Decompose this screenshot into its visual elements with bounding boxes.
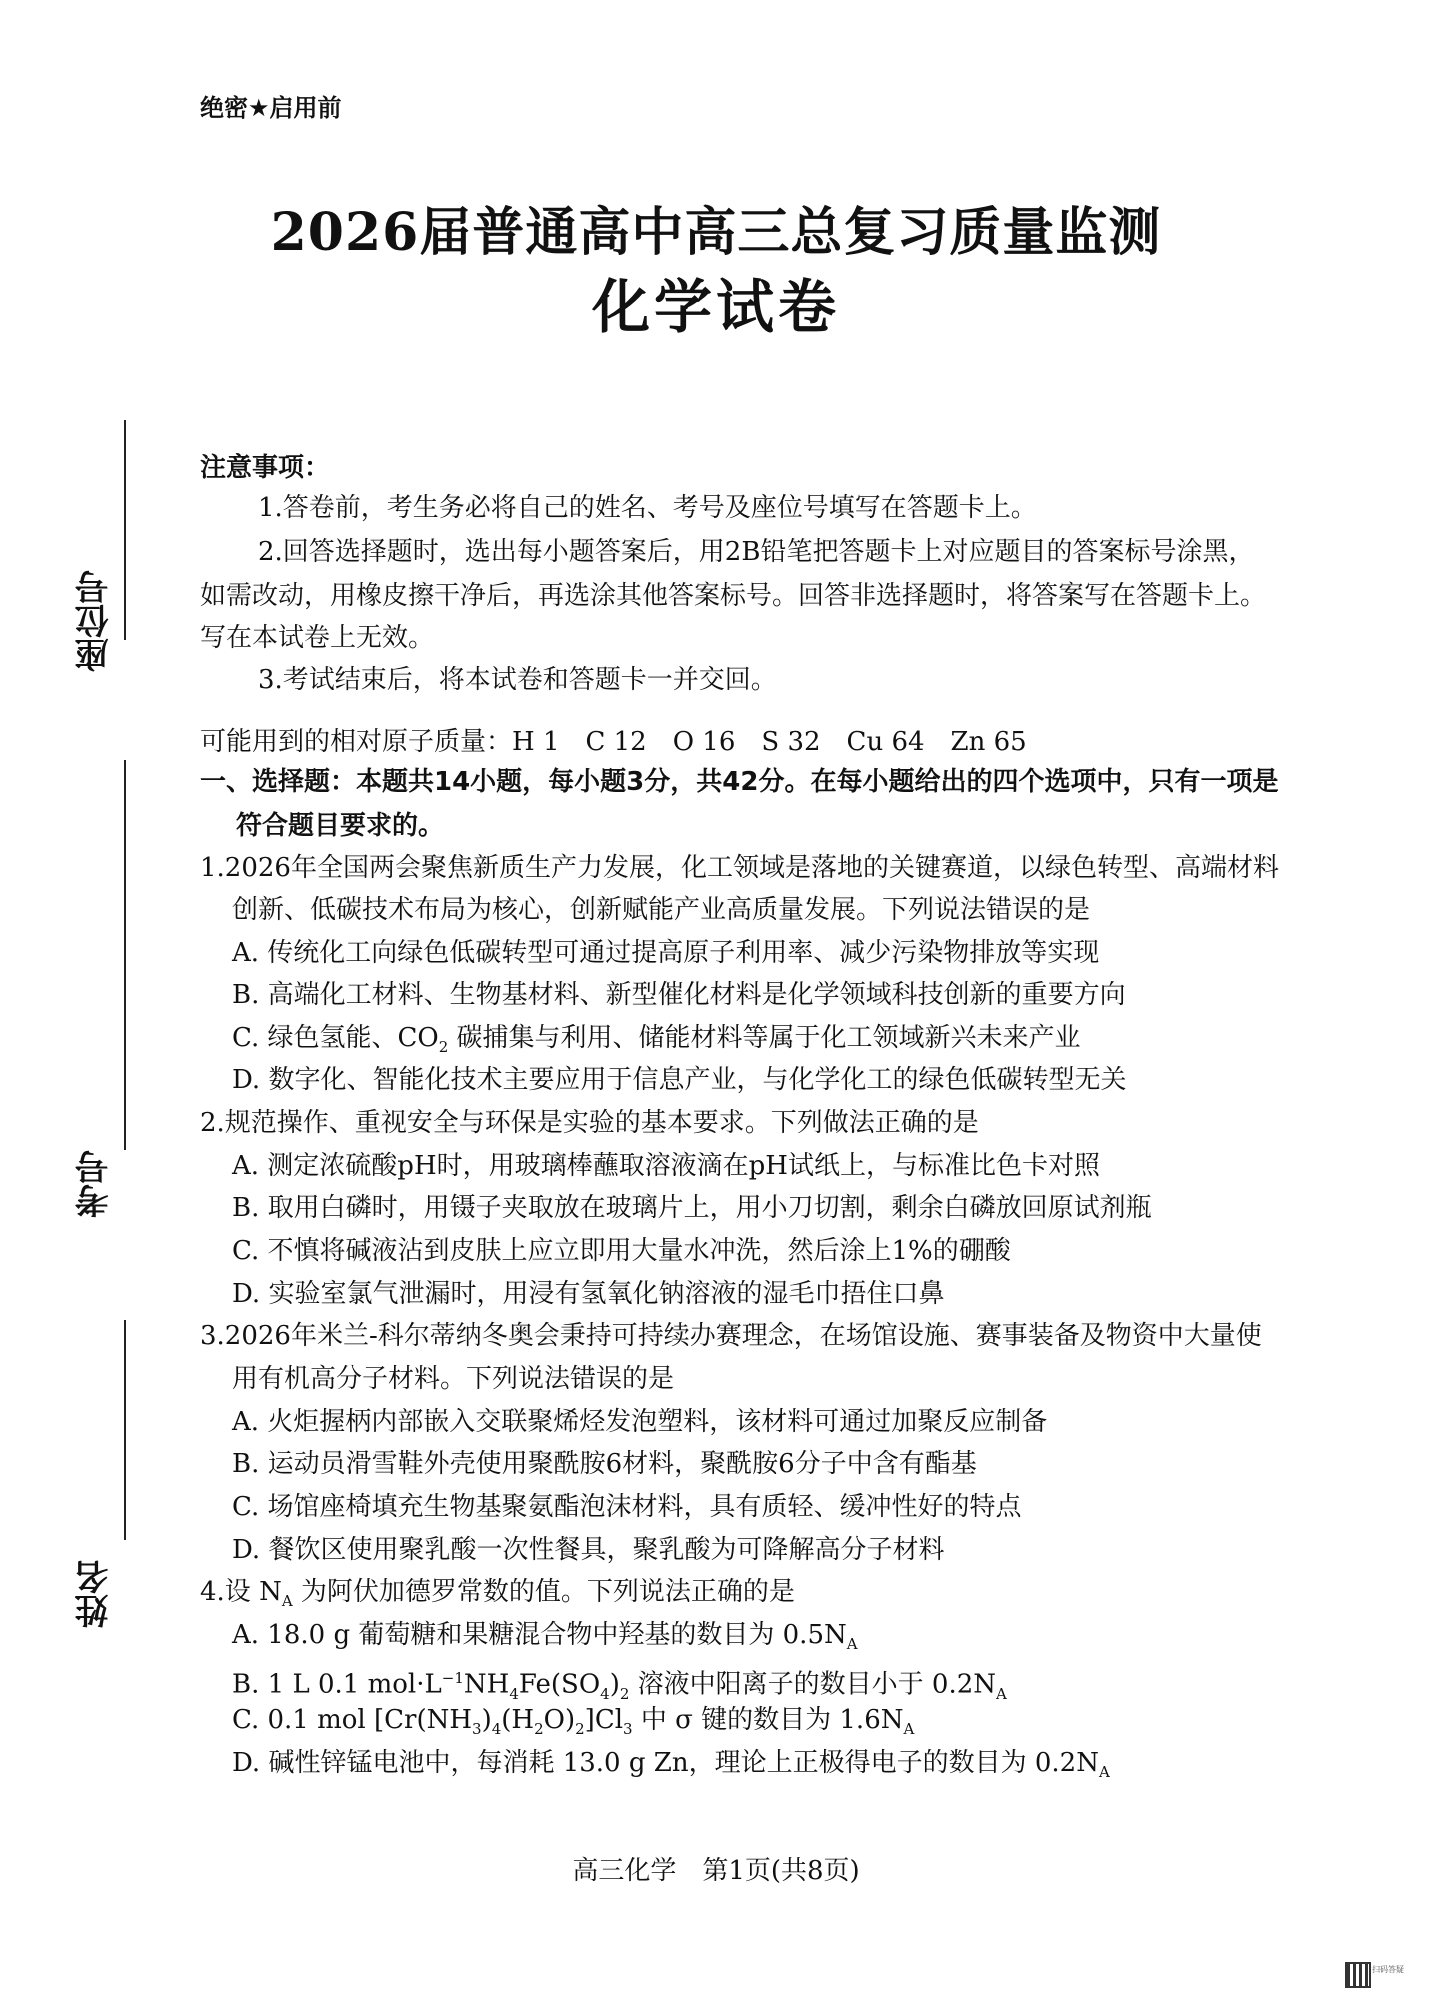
q1-option-b: B. 高端化工材料、生物基材料、新型催化材料是化学领域科技创新的重要方向 bbox=[232, 980, 1126, 1010]
name-line[interactable] bbox=[124, 1320, 126, 1540]
q3-stem: 3.2026年米兰-科尔蒂纳冬奥会秉持可持续办赛理念，在场馆设施、赛事装备及物资中大量使 bbox=[200, 1321, 1262, 1351]
subject-title: 化学试卷 bbox=[591, 273, 840, 341]
q1-stem: 1.2026年全国两会聚焦新质生产力发展，化工领域是落地的关键赛道，以绿色转型、高端材料 bbox=[200, 853, 1279, 883]
q3-option-b: B. 运动员滑雪鞋外壳使用聚酰胺6材料，聚酰胺6分子中含有酯基 bbox=[232, 1449, 977, 1479]
q4-option-d: D. 碱性锌锰电池中，每消耗 13.0 g Zn，理论上正极得电子的数目为 $0.2N_A$ bbox=[232, 1748, 1110, 1782]
q1-option-d: D. 数字化、智能化技术主要应用于信息产业，与化学化工的绿色低碳转型无关 bbox=[232, 1065, 1127, 1095]
q4-option-a: A. 18.0 g 葡萄糖和果糖混合物中羟基的数目为 $0.5N_A$ bbox=[232, 1620, 858, 1654]
notice-item-2-end: 写在本试卷上无效。 bbox=[200, 623, 435, 653]
q1-stem-cont: 创新、低碳技术布局为核心，创新赋能产业高质量发展。下列说法错误的是 bbox=[232, 895, 1091, 925]
q2-option-a: A. 测定浓硫酸pH时，用玻璃棒蘸取溶液滴在pH试纸上，与标准比色卡对照 bbox=[232, 1151, 1100, 1181]
notice-item-2-cont: 如需改动，用橡皮擦干净后，再选涂其他答案标号。回答非选择题时，将答案写在答题卡上。 bbox=[200, 581, 1267, 611]
atomic-masses: 可能用到的相对原子质量：H 1 C 12 O 16 S 32 Cu 64 Zn 65 bbox=[200, 727, 1027, 757]
q2-option-d: D. 实验室氯气泄漏时，用浸有氢氧化钠溶液的湿毛巾捂住口鼻 bbox=[232, 1279, 945, 1309]
q4-option-c: C. 0.1 mol $[Cr(NH_3)_4(H_2O)_2]Cl_3$ 中 σ 键的数目为 $1.6N_A$ bbox=[232, 1705, 915, 1739]
notice-item-2: 2.回答选择题时，选出每小题答案后，用2B铅笔把答题卡上对应题目的答案标号涂黑， bbox=[258, 537, 1255, 567]
section-1-heading-cont: 符合题目要求的。 bbox=[236, 811, 445, 841]
q3-option-d: D. 餐饮区使用聚乳酸一次性餐具，聚乳酸为可降解高分子材料 bbox=[232, 1535, 945, 1565]
section-1-heading: 一、选择题：本题共14小题，每小题3分，共42分。在每小题给出的四个选项中，只有一项是 bbox=[200, 767, 1279, 797]
name-label: 姓名 bbox=[75, 1560, 115, 1628]
exam-number-line[interactable] bbox=[124, 760, 126, 1150]
exam-number-label: 考号 bbox=[75, 1150, 115, 1218]
q1-option-c: C. 绿色氢能、$CO_2$ 碳捕集与利用、储能材料等属于化工领域新兴未来产业 bbox=[232, 1023, 1081, 1057]
watermark-text: 扫码答疑 bbox=[1372, 1965, 1404, 1974]
q2-option-c: C. 不慎将碱液沾到皮肤上应立即用大量水冲洗，然后涂上1%的硼酸 bbox=[232, 1236, 1011, 1266]
q2-option-b: B. 取用白磷时，用镊子夹取放在玻璃片上，用小刀切割，剩余白磷放回原试剂瓶 bbox=[232, 1193, 1152, 1223]
notice-item-3: 3.考试结束后，将本试卷和答题卡一并交回。 bbox=[258, 665, 777, 695]
q3-stem-cont: 用有机高分子材料。下列说法错误的是 bbox=[232, 1364, 675, 1394]
exam-title: 2026届普通高中高三总复习质量监测 bbox=[270, 202, 1162, 263]
notice-heading: 注意事项： bbox=[200, 453, 331, 483]
seat-number-label: 座位号 bbox=[75, 570, 115, 672]
q4-stem: 4.设 $N_A$ 为阿伏加德罗常数的值。下列说法正确的是 bbox=[200, 1577, 795, 1611]
q1-option-a: A. 传统化工向绿色低碳转型可通过提高原子利用率、减少污染物排放等实现 bbox=[232, 938, 1100, 968]
q4-option-b: B. 1 L 0.1 $mol\cdot L^{-1}NH_4Fe(SO_4)_2$ 溶液中阳离子的数目小于 $0.2N_A$ bbox=[232, 1669, 1007, 1703]
q2-stem: 2.规范操作、重视安全与环保是实验的基本要求。下列做法正确的是 bbox=[200, 1108, 979, 1138]
q3-option-c: C. 场馆座椅填充生物基聚氨酯泡沫材料，具有质轻、缓冲性好的特点 bbox=[232, 1492, 1022, 1522]
confidential-mark: 绝密★启用前 bbox=[200, 94, 342, 122]
page-footer: 高三化学 第1页(共8页) bbox=[572, 1856, 860, 1886]
qr-code-icon[interactable] bbox=[1345, 1962, 1371, 1988]
notice-item-1: 1.答卷前，考生务必将自己的姓名、考号及座位号填写在答题卡上。 bbox=[258, 493, 1037, 523]
q3-option-a: A. 火炬握柄内部嵌入交联聚烯烃发泡塑料，该材料可通过加聚反应制备 bbox=[232, 1407, 1048, 1437]
